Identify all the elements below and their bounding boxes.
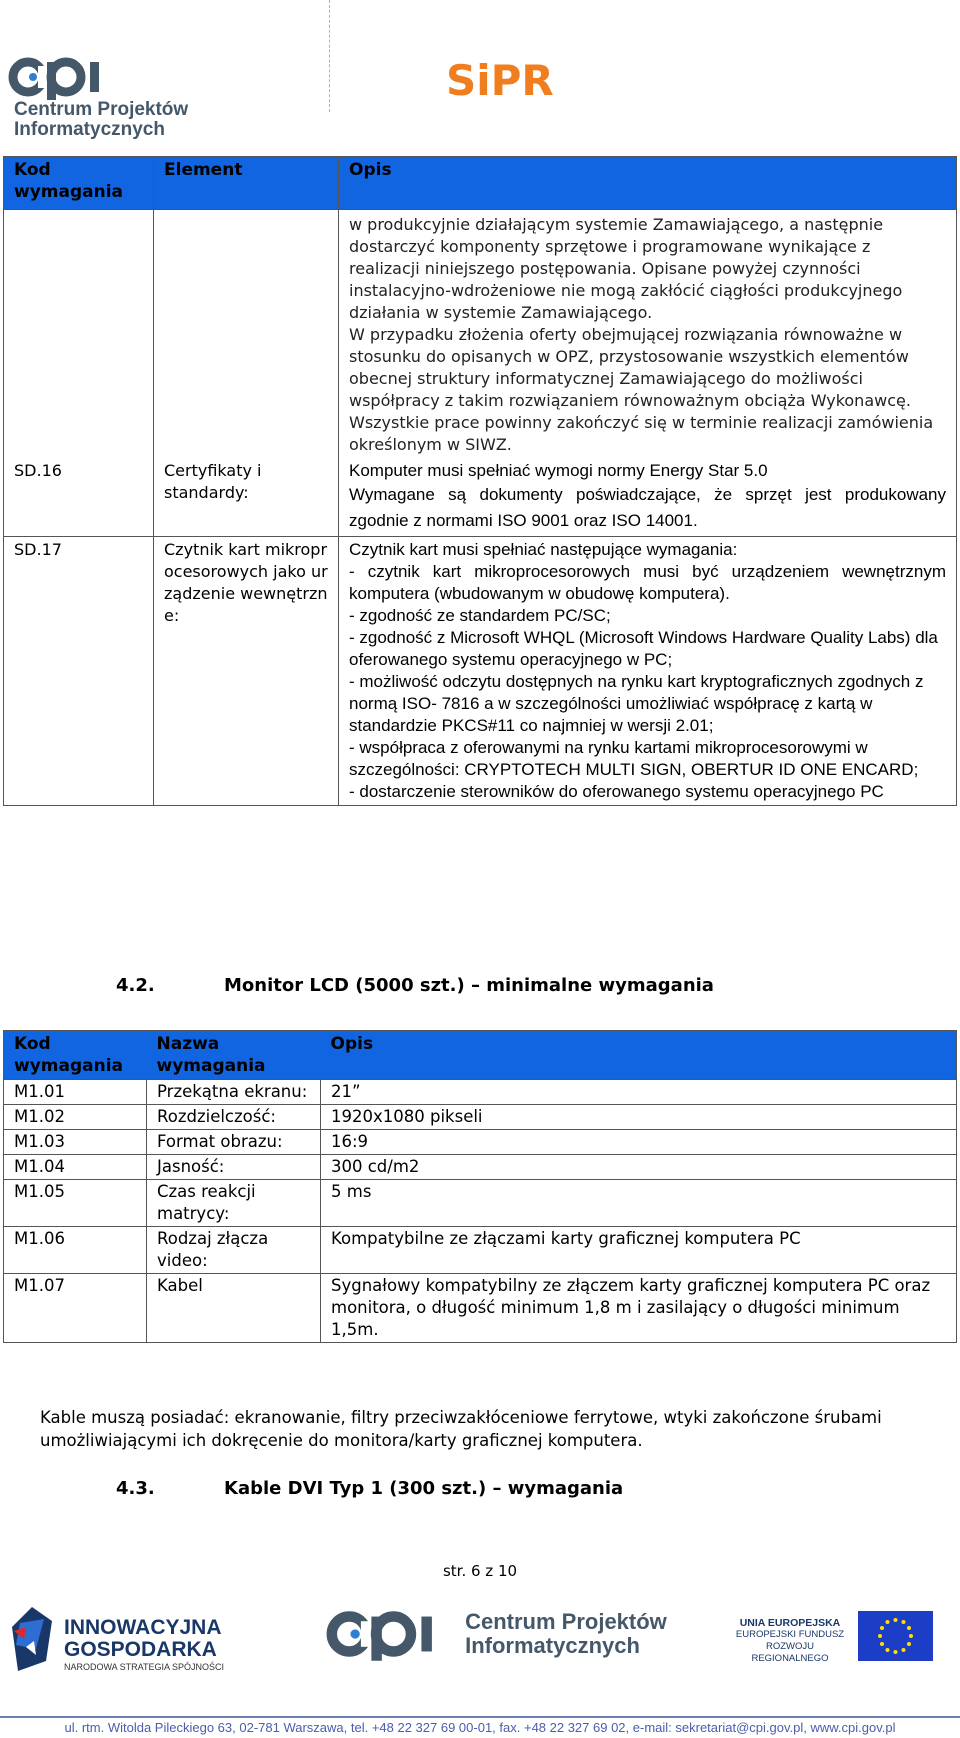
table-row xyxy=(4,1080,957,1105)
header-code: Kod wymagania xyxy=(4,157,154,210)
cell-code: M1.01 xyxy=(4,1080,147,1105)
table-row xyxy=(4,458,957,537)
table-row xyxy=(4,1180,957,1227)
continuation-paragraph: W przypadku złożenia oferty obejmującej rozwiązania równoważne w stosunku do opisanych w OPZ, przystosowanie wszystkich elementów obecnej struktury informatycznej Zamawiającego do możliwości współpracy z takim rozwiązaniem równoważnym obciąża Wykonawcę. Wszystkie prace powinny zakończyć się w terminie realizacji zamówienia określonym w SIWZ. xyxy=(349,325,934,454)
continuation-paragraph: w produkcyjnie działającym systemie Zamawiającego, a następnie dostarczyć komponenty sprzętowe i programowane wynikające z realizacji niniejszego postępowania. Opisane powyżej czynności instalacyjno-wdrożeniowe nie mogą zakłócić ciągłości produkcyjnego działania w systemie Zamawiającego. xyxy=(349,215,903,322)
cell-code: M1.02 xyxy=(4,1105,147,1130)
innowacyjna-gospodarka-icon xyxy=(6,1605,58,1675)
cell-code: M1.04 xyxy=(4,1155,147,1180)
cell-code xyxy=(4,210,154,459)
cell-code: SD.16 xyxy=(4,458,154,537)
header-description: Opis xyxy=(321,1031,957,1080)
cell-code: M1.05 xyxy=(4,1180,147,1227)
sipr-logo-icon xyxy=(446,55,566,103)
table-row xyxy=(4,1130,957,1155)
cell-code: M1.07 xyxy=(4,1274,147,1343)
cell-name: Format obrazu: xyxy=(147,1130,321,1155)
cell-name: Przekątna ekranu: xyxy=(147,1080,321,1105)
sipr-logo xyxy=(446,55,566,105)
header-element: Element xyxy=(154,157,339,210)
cell-element: Certyfikaty i standardy: xyxy=(154,458,339,537)
cell-name: Czas reakcji matrycy: xyxy=(147,1180,321,1227)
cpi-footer-logo: Centrum Projektów Informatycznych xyxy=(326,1607,667,1661)
page-number: str. 6 z 10 xyxy=(442,1562,518,1580)
section-title: Monitor LCD (5000 szt.) – minimalne wymagania xyxy=(224,975,714,996)
table-row xyxy=(4,1227,957,1274)
header-name: Nazwa wymagania xyxy=(147,1031,321,1080)
table-row xyxy=(4,1105,957,1130)
header-divider xyxy=(329,0,330,112)
svg-text:SiPR: SiPR xyxy=(446,56,554,103)
cell-name: Rodzaj złącza video: xyxy=(147,1227,321,1274)
cpi-logo xyxy=(8,54,278,140)
header-code: Kod wymagania xyxy=(4,1031,147,1080)
cell-description: 5 ms xyxy=(321,1180,957,1227)
innowacyjna-gospodarka-logo: INNOWACYJNA GOSPODARKA NARODOWA STRATEGIA SPÓJNOŚCI xyxy=(6,1605,226,1675)
table-row xyxy=(4,1274,957,1343)
cell-description: Kompatybilne ze złączami karty graficznej komputera PC xyxy=(321,1227,957,1274)
cell-description: Sygnałowy kompatybilny ze złączem karty graficznej komputera PC oraz monitora, o długość minimum 1,8 m i zasilający o długości minimum 1,5m. xyxy=(321,1274,957,1343)
cable-note: Kable muszą posiadać: ekranowanie, filtry przeciwzakłóceniowe ferrytowe, wtyki zakończone śrubami umożliwiającymi ich dokręcenie do monitora/karty graficznej komputera. xyxy=(40,1408,882,1450)
cell-description: Komputer musi spełniać wymogi normy Energy Star 5.0 Wymagane są dokumenty poświadczające, że sprzęt jest produkowany zgodnie z normami ISO 9001 oraz ISO 14001. xyxy=(339,458,957,537)
requirements-table xyxy=(3,156,957,806)
cell-element xyxy=(154,210,339,459)
cell-element: Czytnik kart mikroprocesorowych jako urządzenie wewnętrzne: xyxy=(154,537,339,806)
header-description: Opis xyxy=(339,157,957,210)
cpi-logo-icon xyxy=(326,1607,454,1661)
cpi-logo-text: Centrum Projektów Informatycznych xyxy=(14,99,189,140)
cell-code: M1.06 xyxy=(4,1227,147,1274)
cell-description: Czytnik kart musi spełniać następujące wymagania: - czytnik kart mikroprocesorowych musi być urządzeniem wewnętrznym komputera (wbudowanym w obudowę komputera). - zgodność ze standardem PC/SC; - zgodność z Microsoft WHQL (Microsoft Windows Hardware Quality Labs) dla oferowanego systemu operacyjnego w PC; - możliwość odczytu dostępnych na rynku kart kryptograficznych zgodnych z normą ISO- 7816 a w szczególności umożliwiać współpracę z kartą w standardzie PKCS#11 co najmniej w wersji 2.01; - współpraca z oferowanymi na rynku kartami mikroprocesorowymi w szczególności: CRYPTOTECH MULTI SIGN, OBERTUR ID ONE ENCARD; - dostarczenie sterowników do oferowanego systemu operacyjnego PC xyxy=(339,537,957,806)
cell-description: 300 cd/m2 xyxy=(321,1155,957,1180)
section-number: 4.2. xyxy=(116,975,155,996)
cell-description: 21” xyxy=(321,1080,957,1105)
footer-address: ul. rtm. Witolda Pileckiego 63, 02-781 Warszawa, tel. +48 22 327 69 00-01, fax. +48 22 327 69 02, e-mail: sekretariat@cpi.gov.pl, www.cpi.gov.pl xyxy=(64,1720,896,1735)
table-row xyxy=(4,1155,957,1180)
monitor-requirements-table xyxy=(3,1030,957,1343)
table-row xyxy=(4,537,957,806)
cell-code: SD.17 xyxy=(4,537,154,806)
cell-description: 1920x1080 pikseli xyxy=(321,1105,957,1130)
cpi-logo-icon xyxy=(8,54,118,100)
cell-name: Kabel xyxy=(147,1274,321,1343)
table-header-row xyxy=(4,1031,957,1080)
cell-name: Jasność: xyxy=(147,1155,321,1180)
eu-flag-icon xyxy=(858,1611,933,1661)
eu-logo: UNIA EUROPEJSKA EUROPEJSKI FUNDUSZ ROZWOJU REGIONALNEGO xyxy=(728,1611,954,1667)
cell-description: 16:9 xyxy=(321,1130,957,1155)
section-heading-4-3 xyxy=(116,1478,624,1499)
footer-divider xyxy=(0,1716,960,1718)
section-number: 4.3. xyxy=(116,1478,155,1499)
section-title: Kable DVI Typ 1 (300 szt.) – wymagania xyxy=(224,1478,624,1499)
cell-code: M1.03 xyxy=(4,1130,147,1155)
section-heading-4-2 xyxy=(116,975,714,996)
table-row-continuation xyxy=(4,210,957,459)
cell-description xyxy=(339,210,957,459)
cell-name: Rozdzielczość: xyxy=(147,1105,321,1130)
table-header-row xyxy=(4,157,957,210)
